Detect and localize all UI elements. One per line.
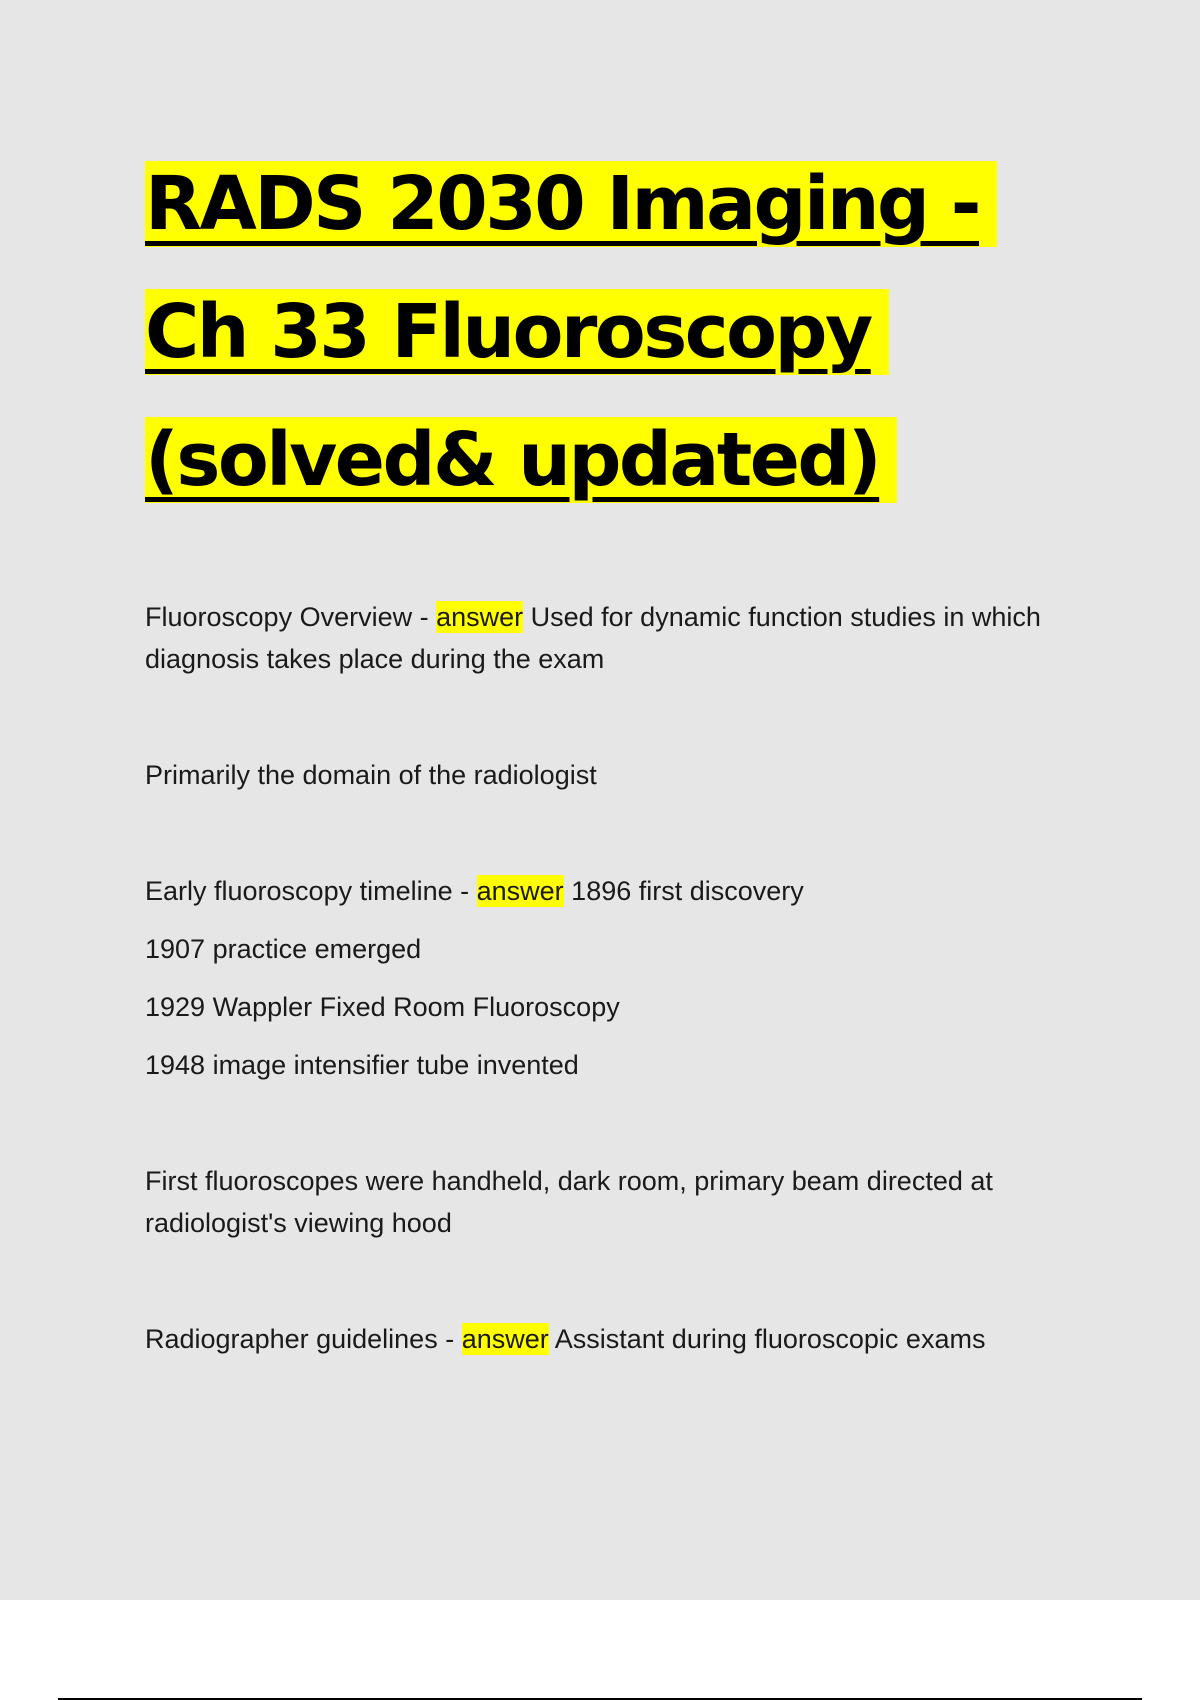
answer-text: Assistant during fluoroscopic exams	[548, 1324, 986, 1354]
answer-text: Used for dynamic function studies in which diagnosis takes place during the exam	[145, 602, 1041, 674]
answer-highlight: answer	[436, 602, 524, 632]
term: Fluoroscopy Overview -	[145, 602, 437, 632]
title-line: (solved& updated)	[145, 396, 1105, 524]
title-line: Ch 33 Fluoroscopy	[145, 268, 1105, 396]
spacer	[145, 796, 1105, 870]
overview-paragraph	[145, 596, 1105, 680]
spacer	[145, 912, 1105, 928]
answer-text: 1896 first discovery	[563, 876, 804, 906]
document-content	[145, 140, 1105, 1360]
guidelines-paragraph	[145, 1318, 1105, 1360]
overview-extra-paragraph: Primarily the domain of the radiologist	[145, 760, 597, 790]
spacer	[145, 680, 1105, 754]
term: Radiographer guidelines -	[145, 1324, 462, 1354]
timeline-paragraph	[145, 870, 1105, 912]
spacer	[145, 1244, 1105, 1318]
timeline-item: 1948 image intensifier tube invented	[145, 1050, 579, 1080]
document-body	[145, 596, 1105, 1360]
timeline-extra-paragraph: First fluoroscopes were handheld, dark room, primary beam directed at radiologist's viewing hood	[145, 1166, 993, 1238]
spacer	[145, 1028, 1105, 1044]
spacer	[145, 1086, 1105, 1160]
document-title	[145, 140, 1105, 524]
answer-highlight: answer	[476, 876, 564, 906]
timeline-item: 1929 Wappler Fixed Room Fluoroscopy	[145, 992, 620, 1022]
title-line: RADS 2030 Imaging -	[145, 140, 1105, 268]
term: Early fluoroscopy timeline -	[145, 876, 477, 906]
timeline-item: 1907 practice emerged	[145, 934, 422, 964]
spacer	[145, 970, 1105, 986]
answer-highlight: answer	[461, 1324, 549, 1354]
